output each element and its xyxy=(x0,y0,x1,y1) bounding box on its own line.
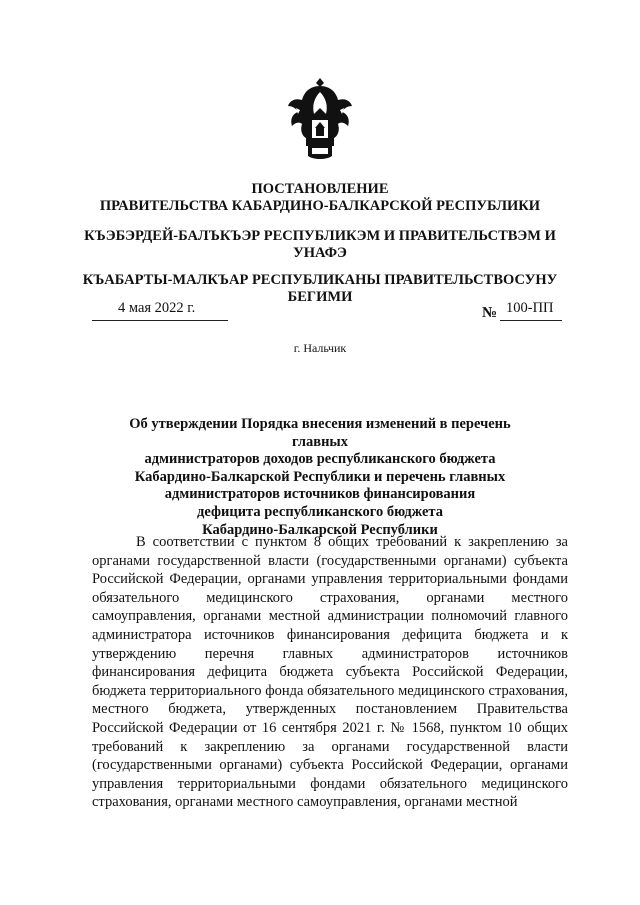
body-paragraph xyxy=(92,533,568,812)
title-line: Кабардино-Балкарской Республики и перечень главных xyxy=(134,468,506,485)
document-title xyxy=(100,416,540,539)
title-line: администраторов доходов республиканского бюджета xyxy=(144,451,496,468)
city-label: г. Нальчик xyxy=(293,341,347,355)
title-line: Кабардино-Балкарской Республики xyxy=(202,521,438,538)
coat-of-arms-icon xyxy=(286,76,354,160)
balkar-heading-line2: БЕГИМИ xyxy=(287,289,353,305)
document-number: 100-ПП xyxy=(506,300,554,316)
number-underline xyxy=(500,320,562,321)
body-text: В соответствии с пунктом 8 общих требований к закреплению за органами государственной власти (государственными органами) субъекта Российской Федерации, органами управления территориальными фондами обязательного медицинского страхования, органами местного самоуправления, органами местной администрации полномочий главного администратора источников финансирования дефицита бюджета и к утверждению перечня главных администраторов источников финансирования дефицита бюджета субъекта Российской Федерации, бюджета территориального фонда обязательного медицинского страхования, местного бюджета, утвержденных постановлением Правительства Российской Федерации от 16 сентября 2021 г. № 1568, пунктом 10 общих требований к закреплению за органами государственной власти (государственными органами) субъекта Российской Федерации, органами управления территориальными фондами обязательного медицинского страхования, органами местного самоуправления, органами местной xyxy=(92,534,568,811)
date-underline xyxy=(92,320,228,321)
title-line: Об утверждении Порядка внесения изменений в перечень главных xyxy=(129,416,511,450)
document-date: 4 мая 2022 г. xyxy=(118,300,196,316)
kabardian-heading-line1: КЪЭБЭРДЕЙ-БАЛЪКЪЭР РЕСПУБЛИКЭМ И ПРАВИТЕЛЬСТВЭМ И xyxy=(84,228,556,244)
kabardian-heading-line2: УНАФЭ xyxy=(293,245,347,261)
title-line: дефицита республиканского бюджета xyxy=(197,503,443,520)
balkar-heading-line1: КЪАБАРТЫ-МАЛКЪАР РЕСПУБЛИКАНЫ ПРАВИТЕЛЬСТВОСУНУ xyxy=(82,272,558,288)
title-line: администраторов источников финансирования xyxy=(164,486,476,503)
issuer-heading: ПРАВИТЕЛЬСТВА КАБАРДИНО-БАЛКАРСКОЙ РЕСПУБЛИКИ xyxy=(99,198,541,214)
doc-type-heading: ПОСТАНОВЛЕНИЕ xyxy=(251,181,389,197)
number-sign: № xyxy=(482,305,498,321)
